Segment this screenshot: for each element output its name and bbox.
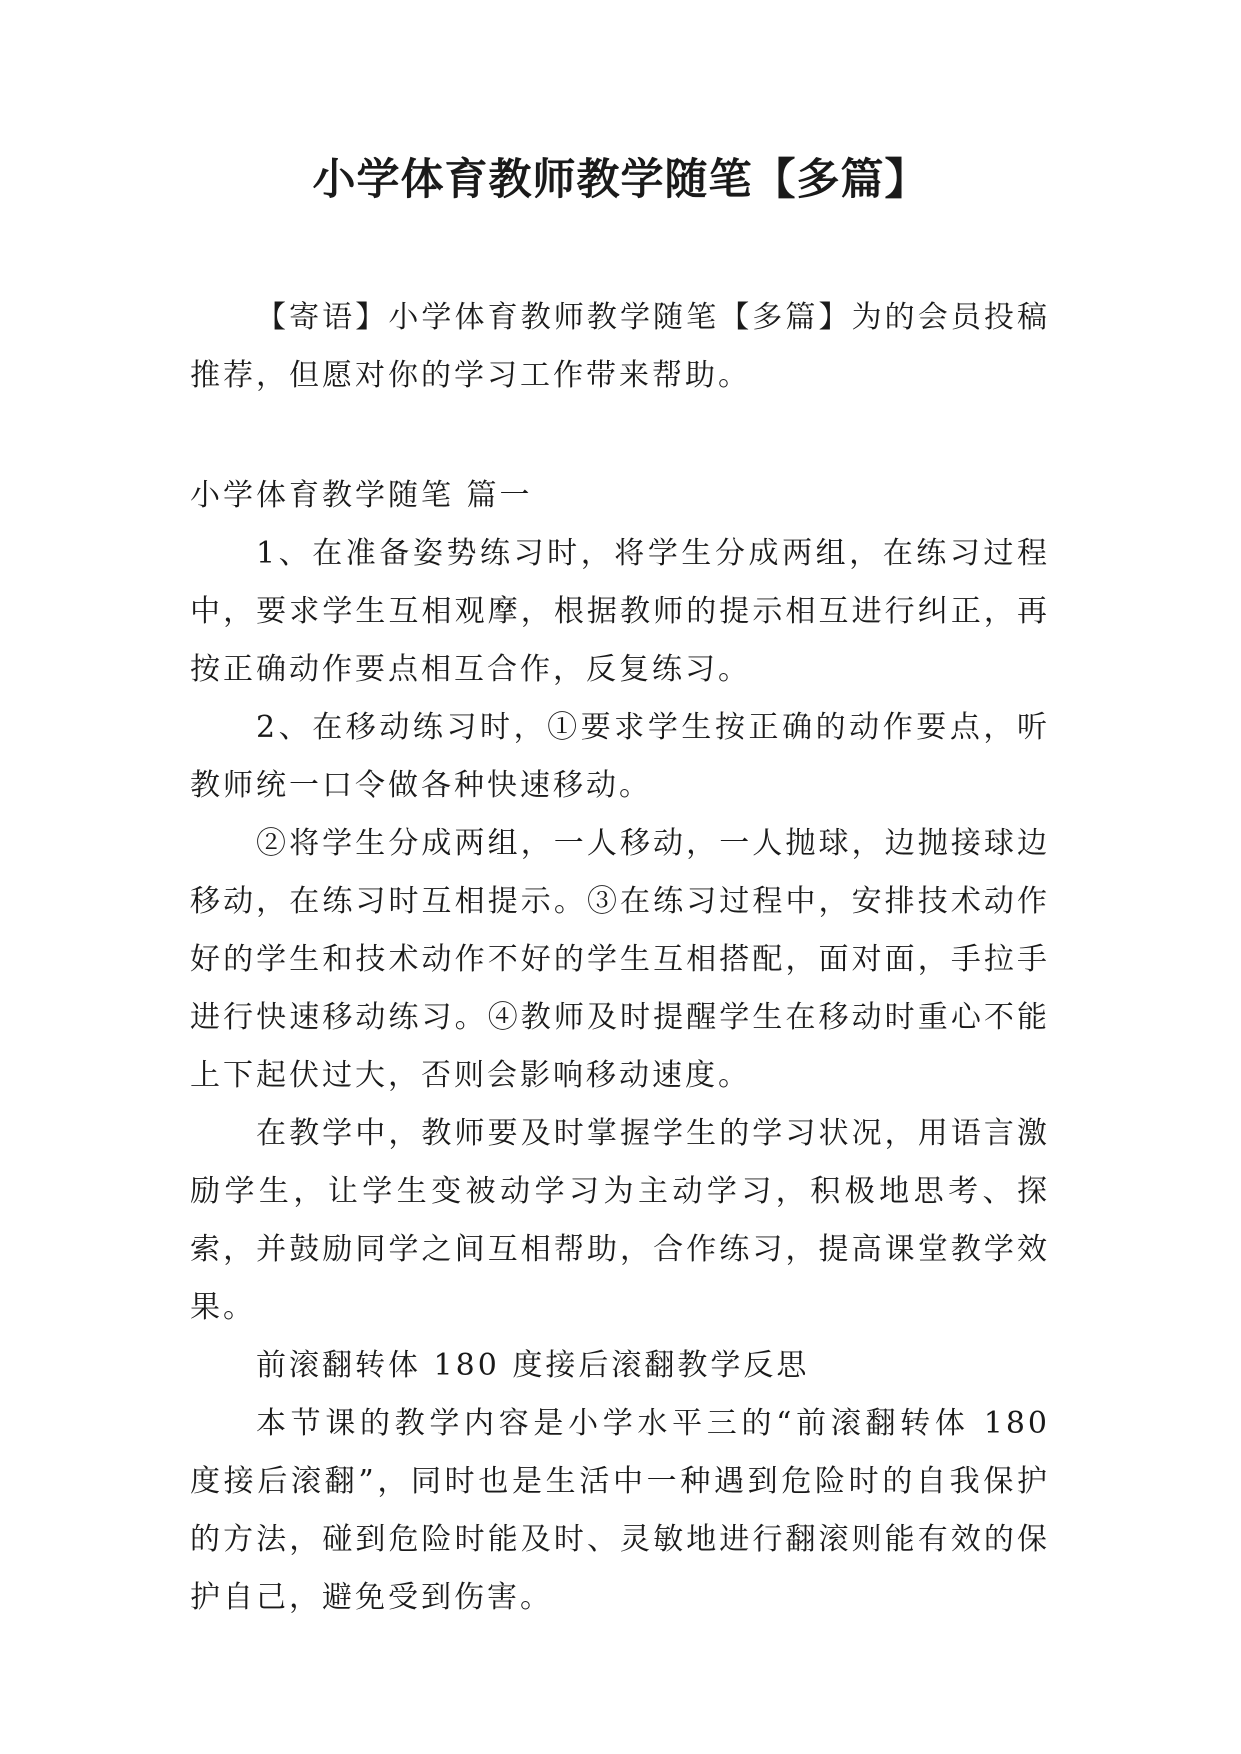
- section-heading: 小学体育教学随笔 篇一: [190, 478, 533, 513]
- body-paragraph: 在教学中，教师要及时掌握学生的学习状况，用语言激励学生，让学生变被动学习为主动学习，积极地思考、探索，并鼓励同学之间互相帮助，合作练习，提高课堂教学效果。: [190, 1116, 1050, 1325]
- document-body: [190, 289, 1050, 1627]
- body-paragraph: 2、在移动练习时，①要求学生按正确的动作要点，听教师统一口令做各种快速移动。: [190, 710, 1050, 803]
- body-paragraph: 1、在准备姿势练习时，将学生分成两组，在练习过程中，要求学生互相观摩，根据教师的提示相互进行纠正，再按正确动作要点相互合作，反复练习。: [190, 536, 1050, 687]
- body-paragraph: 本节课的教学内容是小学水平三的“前滚翻转体 180 度接后滚翻”，同时也是生活中一种遇到危险时的自我保护的方法，碰到危险时能及时、灵敏地进行翻滚则能有效的保护自己，避免受到伤害。: [190, 1406, 1050, 1615]
- foreword-paragraph: 【寄语】小学体育教师教学随笔【多篇】为的会员投稿推荐，但愿对你的学习工作带来帮助。: [190, 300, 1050, 393]
- subsection-heading: 前滚翻转体 180 度接后滚翻教学反思: [256, 1348, 810, 1383]
- body-paragraph: ②将学生分成两组，一人移动，一人抛球，边抛接球边移动，在练习时互相提示。③在练习过程中，安排技术动作好的学生和技术动作不好的学生互相搭配，面对面，手拉手进行快速移动练习。④教师及时提醒学生在移动时重心不能上下起伏过大，否则会影响移动速度。: [190, 826, 1050, 1093]
- document-title: 小学体育教师教学随笔【多篇】: [312, 155, 929, 205]
